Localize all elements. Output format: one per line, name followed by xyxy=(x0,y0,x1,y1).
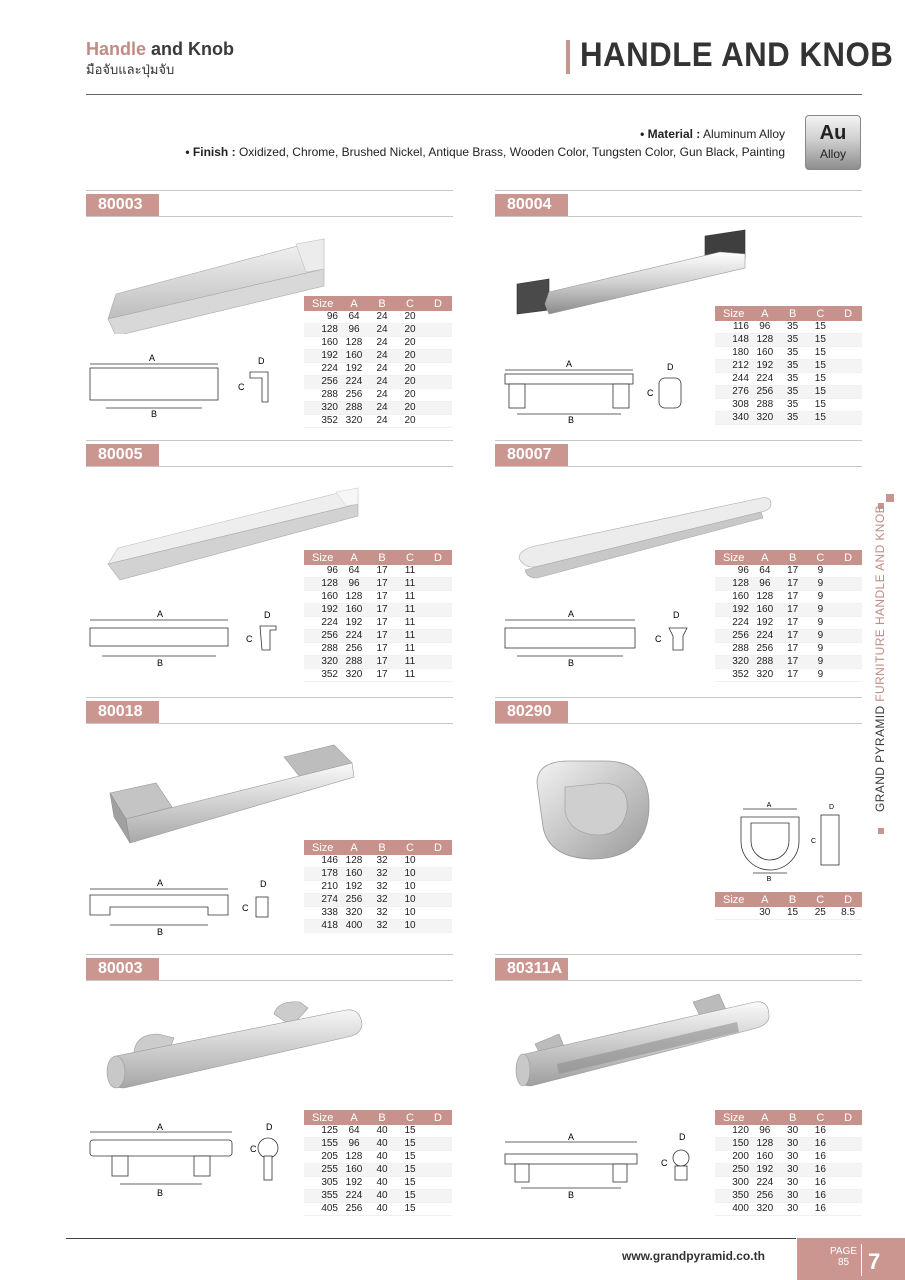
table-row: 224 192 17 9 xyxy=(715,617,862,630)
size-table-header: Size A B C D xyxy=(304,550,452,565)
label-c: C xyxy=(242,903,249,913)
label-d: D xyxy=(667,362,674,372)
table-row: 96 64 17 11 xyxy=(304,565,452,578)
alloy-name: Alloy xyxy=(819,147,846,161)
product-code: 80290 xyxy=(495,701,568,723)
label-a: A xyxy=(156,878,164,888)
table-row: 146 128 32 10 xyxy=(304,855,452,868)
dimension-diagram xyxy=(86,606,286,676)
table-row: 200 160 30 16 xyxy=(715,1151,862,1164)
table-row: 352 320 17 9 xyxy=(715,669,862,682)
side-caption-category: FURNITURE HANDLE AND KNOB xyxy=(873,505,887,702)
size-table-header: Size A B C D xyxy=(304,1110,452,1125)
table-row: 155 96 40 15 xyxy=(304,1138,452,1151)
table-row: 250 192 30 16 xyxy=(715,1164,862,1177)
size-table xyxy=(715,550,862,682)
material-line xyxy=(185,125,785,143)
panel-code-rule xyxy=(495,216,862,217)
label-b: B xyxy=(766,876,772,881)
product-panel xyxy=(86,440,453,685)
product-panel xyxy=(495,190,862,435)
table-row: 150 128 30 16 xyxy=(715,1138,862,1151)
knob-80290-image xyxy=(525,747,665,877)
size-table xyxy=(304,1110,452,1216)
alloy-symbol: Au xyxy=(819,122,847,144)
section-title xyxy=(86,38,234,60)
label-c: C xyxy=(250,1144,257,1154)
page-sub-number: 85 xyxy=(837,1257,850,1268)
table-row: 244 224 35 15 xyxy=(715,373,862,386)
table-row: 180 160 35 15 xyxy=(715,347,862,360)
size-table-header: Size A B C D xyxy=(715,892,862,907)
label-c: C xyxy=(238,382,245,392)
label-c: C xyxy=(647,388,654,398)
material-label: • Material : xyxy=(640,127,701,141)
table-row: 256 224 17 11 xyxy=(304,630,452,643)
size-table xyxy=(715,306,862,425)
table-row: 320 288 17 9 xyxy=(715,656,862,669)
panel-code-rule xyxy=(86,723,453,724)
size-table xyxy=(304,296,452,428)
label-d: D xyxy=(266,1122,273,1132)
size-table-header: Size A B C D xyxy=(715,550,862,565)
dimension-diagram xyxy=(503,356,703,426)
handle-80311a-image xyxy=(505,988,775,1098)
table-row: 192 160 17 11 xyxy=(304,604,452,617)
table-row: 116 96 35 15 xyxy=(715,321,862,334)
table-row: 288 256 24 20 xyxy=(304,389,452,402)
product-code: 80018 xyxy=(86,701,159,723)
table-row: 405 256 40 15 xyxy=(304,1203,452,1216)
finish-line xyxy=(185,143,785,161)
label-a: A xyxy=(766,802,772,809)
material-value: Aluminum Alloy xyxy=(702,127,785,141)
label-b: B xyxy=(567,1190,575,1200)
handle-80018-image xyxy=(96,731,366,851)
label-c: C xyxy=(246,634,253,644)
table-row: 120 96 30 16 xyxy=(715,1125,862,1138)
page-number: 7 xyxy=(868,1249,881,1274)
size-table xyxy=(304,550,452,682)
label-b: B xyxy=(156,658,164,668)
label-b: B xyxy=(567,415,575,425)
table-row: 320 288 24 20 xyxy=(304,402,452,415)
product-code: 80007 xyxy=(495,444,568,466)
table-row: 96 64 17 9 xyxy=(715,565,862,578)
finish-label: • Finish : xyxy=(185,145,236,159)
label-c: C xyxy=(811,838,817,845)
table-row: 256 224 17 9 xyxy=(715,630,862,643)
label-d: D xyxy=(258,356,265,366)
panel-code-rule xyxy=(86,216,453,217)
table-row: 352 320 24 20 xyxy=(304,415,452,428)
dimension-diagram xyxy=(86,1122,296,1202)
product-panel xyxy=(86,954,453,1214)
dimension-diagram xyxy=(731,801,861,881)
table-row: 352 320 17 11 xyxy=(304,669,452,682)
table-row: 355 224 40 15 xyxy=(304,1190,452,1203)
handle-80003-bar-image xyxy=(96,988,366,1098)
table-row: 125 64 40 15 xyxy=(304,1125,452,1138)
label-d: D xyxy=(679,1132,686,1142)
header-left xyxy=(86,38,234,79)
handle-80003-image xyxy=(96,224,326,334)
label-c: C xyxy=(661,1158,668,1168)
panel-code-rule xyxy=(495,980,862,981)
size-table xyxy=(715,892,862,920)
table-row: 212 192 35 15 xyxy=(715,360,862,373)
table-row: 276 256 35 15 xyxy=(715,386,862,399)
spec-block xyxy=(185,125,785,161)
table-row: 350 256 30 16 xyxy=(715,1190,862,1203)
size-table-header: Size A B C D xyxy=(304,840,452,855)
table-row: 300 224 30 16 xyxy=(715,1177,862,1190)
size-table xyxy=(304,840,452,933)
product-panel xyxy=(86,190,453,435)
label-a: A xyxy=(156,1122,164,1132)
panel-top-rule xyxy=(86,697,453,698)
table-row: 338 320 32 10 xyxy=(304,907,452,920)
size-table-header: Size A B C D xyxy=(304,296,452,311)
dimension-diagram xyxy=(86,875,286,945)
panel-top-rule xyxy=(86,954,453,955)
table-row: 288 256 17 11 xyxy=(304,643,452,656)
label-b: B xyxy=(567,658,575,668)
panel-code-rule xyxy=(86,980,453,981)
panel-top-rule xyxy=(495,954,862,955)
side-square-icon xyxy=(878,828,884,834)
label-d: D xyxy=(260,879,267,889)
table-row: 255 160 40 15 xyxy=(304,1164,452,1177)
panel-code-rule xyxy=(86,466,453,467)
label-d: D xyxy=(673,610,680,620)
table-row: 210 192 32 10 xyxy=(304,881,452,894)
table-row: 148 128 35 15 xyxy=(715,334,862,347)
side-square-icon xyxy=(886,494,894,502)
page-label xyxy=(830,1246,857,1268)
section-title-thai: มือจับและปุ่มจับ xyxy=(86,62,175,77)
panel-code-rule xyxy=(495,723,862,724)
label-a: A xyxy=(156,609,164,619)
alloy-badge xyxy=(805,115,861,170)
table-row: 418 400 32 10 xyxy=(304,920,452,933)
label-d: D xyxy=(264,610,271,620)
table-row: 340 320 35 15 xyxy=(715,412,862,425)
footer-url[interactable]: www.grandpyramid.co.th xyxy=(622,1249,765,1263)
table-row: 205 128 40 15 xyxy=(304,1151,452,1164)
page-badge-separator xyxy=(861,1244,862,1276)
panel-top-rule xyxy=(495,697,862,698)
page-title: HANDLE AND KNOB xyxy=(580,36,894,74)
label-b: B xyxy=(156,927,164,937)
table-row: 178 160 32 10 xyxy=(304,868,452,881)
table-row: 30 15 25 8.5 xyxy=(715,907,862,920)
label-b: B xyxy=(156,1188,164,1198)
size-table-header: Size A B C D xyxy=(715,306,862,321)
header-divider xyxy=(86,94,862,95)
product-panel xyxy=(495,954,862,1214)
table-row: 160 128 24 20 xyxy=(304,337,452,350)
dimension-diagram xyxy=(86,350,286,420)
table-row: 308 288 35 15 xyxy=(715,399,862,412)
table-row: 128 96 24 20 xyxy=(304,324,452,337)
size-table-header: Size A B C D xyxy=(715,1110,862,1125)
product-panel xyxy=(86,697,453,942)
product-code: 80005 xyxy=(86,444,159,466)
table-row: 160 128 17 9 xyxy=(715,591,862,604)
product-code: 80003 xyxy=(86,194,159,216)
table-row: 192 160 24 20 xyxy=(304,350,452,363)
label-a: A xyxy=(565,359,573,369)
product-code: 80004 xyxy=(495,194,568,216)
product-panel xyxy=(495,697,862,942)
label-a: A xyxy=(567,1132,575,1142)
product-panel xyxy=(495,440,862,685)
label-c: C xyxy=(655,634,662,644)
table-row: 160 128 17 11 xyxy=(304,591,452,604)
label-a: A xyxy=(148,353,156,363)
table-row: 96 64 24 20 xyxy=(304,311,452,324)
page-label-text: PAGE xyxy=(830,1246,858,1257)
label-a: A xyxy=(567,609,575,619)
section-title-handle: Handle xyxy=(86,39,147,59)
label-d: D xyxy=(829,804,835,811)
product-code: 80003 xyxy=(86,958,159,980)
side-caption-brand: GRAND PYRAMID xyxy=(873,701,887,812)
footer-rule xyxy=(66,1238,796,1239)
finish-value: Oxidized, Chrome, Brushed Nickel, Antique Brass, Wooden Color, Tungsten Color, Gun Black, Painting xyxy=(238,145,785,159)
table-row: 274 256 32 10 xyxy=(304,894,452,907)
table-row: 400 320 30 16 xyxy=(715,1203,862,1216)
dimension-diagram xyxy=(503,606,703,676)
panel-top-rule xyxy=(86,440,453,441)
dimension-diagram xyxy=(503,1132,713,1202)
table-row: 192 160 17 9 xyxy=(715,604,862,617)
section-title-and-knob: and Knob xyxy=(146,39,235,59)
table-row: 305 192 40 15 xyxy=(304,1177,452,1190)
header-accent-bar xyxy=(566,40,570,74)
size-table xyxy=(715,1110,862,1216)
label-b: B xyxy=(150,409,158,419)
panel-top-rule xyxy=(86,190,453,191)
side-caption xyxy=(873,492,887,812)
product-code: 80311A xyxy=(495,958,568,980)
table-row: 224 192 17 11 xyxy=(304,617,452,630)
table-row: 224 192 24 20 xyxy=(304,363,452,376)
panel-top-rule xyxy=(495,190,862,191)
table-row: 128 96 17 11 xyxy=(304,578,452,591)
table-row: 288 256 17 9 xyxy=(715,643,862,656)
table-row: 128 96 17 9 xyxy=(715,578,862,591)
panel-top-rule xyxy=(495,440,862,441)
table-row: 320 288 17 11 xyxy=(304,656,452,669)
panel-code-rule xyxy=(495,466,862,467)
table-row: 256 224 24 20 xyxy=(304,376,452,389)
